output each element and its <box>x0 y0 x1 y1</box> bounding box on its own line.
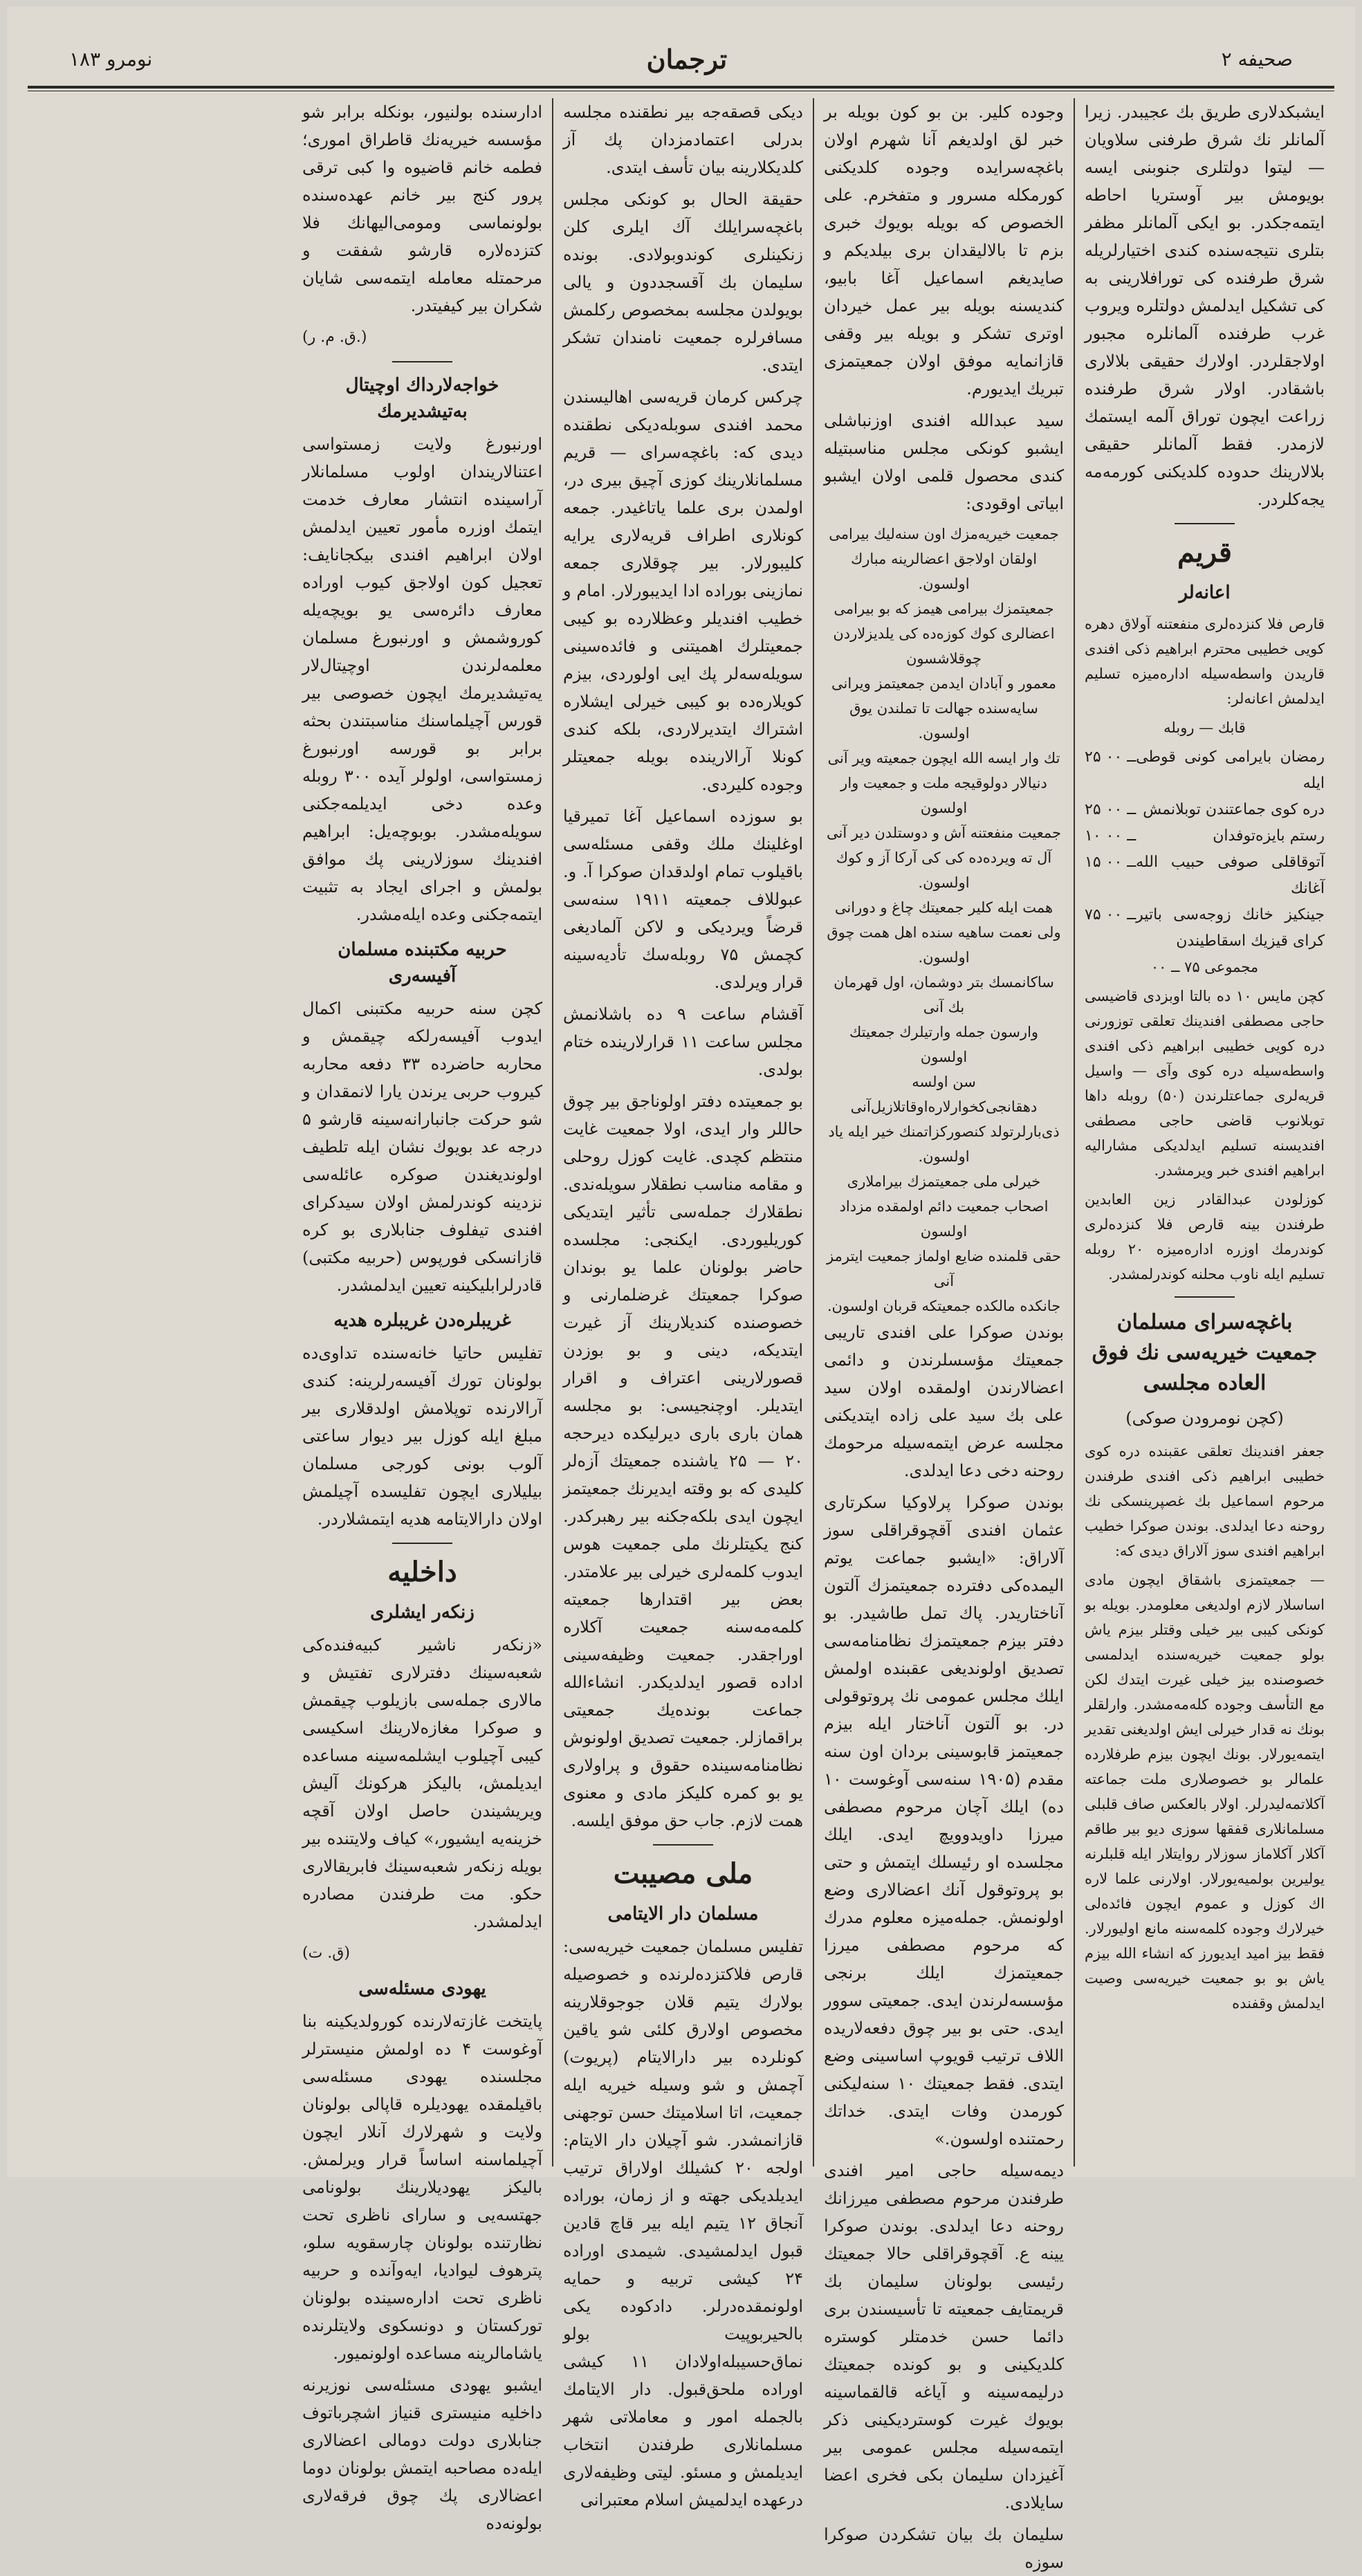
article-subheading: مسلمان دار الایتامی <box>607 1904 759 1924</box>
poem-line: اعضالری کوك کوزه‌ده کی یلدیزلاردن چوقلاشسون <box>833 625 1055 667</box>
donation-row <box>1085 823 1325 849</box>
donation-row <box>1085 744 1325 797</box>
page-number: صحیفه ۲ <box>1221 47 1293 71</box>
signature: (ق. م. ر.) <box>302 329 367 346</box>
newspaper-page <box>7 7 1355 2572</box>
poem-line: جانکده مالکده جمعیتکه قربان اولسون. <box>827 1298 1061 1314</box>
article-text: ایشبو یهودی مسئله‌سی نوزیرنه داخلیه منیستری قنیاز اشچرباتوف جنابلاری دولت دومالی اعضالاری ایله‌ده مصاحبه ایتمش بولونان دوما اعضالاری پك چوق فرقه‌لاری بولونه‌ده <box>302 2375 542 2533</box>
donation-amount: ۲۵ ــ ۰۰ <box>1085 801 1136 818</box>
separator <box>392 1543 452 1544</box>
donation-label: دره کوی جماعتندن توبلانمش <box>1143 801 1325 818</box>
article-text: حقیقة الحال بو کونکی مجلس باغچه‌سرایلك آك ایلری کلن زنکینلری کوندوبولادی. بونده سلیمان بك آقسجددون و یالی بویولدن مجلسه بمخصوص رکلمش مسافرلره جمعیت نامندان تشکر ایتدی. <box>563 190 803 375</box>
article-note: (کچن نومرودن صوکی) <box>1125 1408 1284 1428</box>
poem-line: جمعیت خیریه‌مزك اون سنه‌لیك بیرامی <box>829 526 1059 542</box>
article-heading: یهودی مسئله‌سی <box>358 1978 486 1999</box>
poem-line: ذی‌بارلرتولد کنصورکزاتمنك خیر ایله یاد اولسون. <box>828 1123 1060 1165</box>
article-text: — جمعیتمزی باشقاق ایچون مادی اساسلار لازم اولدیغی معلومدر. بویله بو کونکی کیبی بیر خیلی وقتلر بیزم یاش بولو جمعیت خیریه‌سنده ایدلمسی خصوصنده بیز خیلی غیرت ایتدك لکن مع التأسف وجوده کله‌مه‌مشدر. وارلقلر بونك نه قدار خیرلی ایش اولدیغنی تقدیر ایتمه‌یورلار. بونك ایچون بیزم طرفلارده علمالر بو خصوصلاری ملت جماعته آکلاتمه‌لیدرلر. اولار بالعکس صاف قلبلی مسلمانلاری قفقها سوزی دیو بیر طاقم آکلار آکلاماز سوزلار روایتلار ایله قلبلرنه یولیرین بولمیه‌یورلار. اولارنی علما لاره اك کوزل و عموم ایچون فائده‌لی خیرلارك وجوده کلمه‌سنه مانع اولیورلار. فقط بیز امید ایدیورز که انشاء الله بیزم یاش بو بو جمعیت خیریه‌سی وصیت ایدلمش وقفنده <box>1085 1572 1325 2012</box>
signature: (ق. ت) <box>302 1944 350 1962</box>
article-text: اورنبورغ ولایت زمستواسی اعتنالاریندان اولوب مسلمانلار آراسینده انتشار معارف خدمت ایتمك اوزره مأمور تعیین ایدلمش اولان ابراهیم افندی بیکجانایف: تعجیل کون اولاجق کیوب اوراده معارف دائره‌سی یو بویچه‌یله کوروشمش و اورنبورغ مسلمان معلمه‌لرندن اوچیتال‌لار یه‌تیشدیرمك ایچون خصوصی بیر قورس آچیلماسنك مناسبتندن بحثه برابر بو قورسه اورنبورغ زمستواسی، اولولر آیده ۳۰۰ روبله وعده دخی ایدیلمه‌جکنی سویله‌مشدر. بوبوچه‌یل: ابراهیم افندینك سوزلارینی پك موافق بولمش و اجرای ایجاد به تثبیت ایتمه‌جکنی وعده ایله‌مشدر. <box>302 434 542 924</box>
donation-amount: ۲۵ ــ ۰۰ <box>1085 748 1136 766</box>
donation-amount: ۱۰ ــ ۰۰ <box>1085 827 1136 845</box>
donation-amount: ۷۵ ــ ۰۰ <box>1085 906 1136 923</box>
list-title: قابك — روبله <box>1163 719 1246 736</box>
article-text: آقشام ساعت ۹ ده باشلانمش مجلس ساعت ۱۱ قرارلارینده ختام بولدی. <box>563 1004 803 1079</box>
poem-line: سایه‌سنده جهالت تا تملندن یوق اولسون. <box>849 700 1038 742</box>
section-heading-crimea: قریم <box>1177 536 1232 569</box>
column-1 <box>1075 98 1334 2166</box>
donation-label: جینکیز خانك زوجه‌سی باتیر کرای قیزیك اسقاطیندن <box>1136 906 1325 950</box>
article-text: تفلیس حاتیا خانه‌سنده تداوی‌ده بولونان تورك آفیسه‌رلرینه: کندی آرالارنده توپلامش اولدقلاری بیر مبلغ ایله کوزل بیر دیوار ساعتی آلوب بونی کورجی مسلمان بیلیلاری ایچون تفلیسده آچیلمش اولان دارالایتامه هدیه ایتمشلاردر. <box>302 1343 542 1529</box>
article-text: سید عبدالله افندی اوزنباشلی ایشبو کونکی مجلس مناسبتیله کندی محصول قلمی اولان ایشبو ابیاتی اوقودی: <box>824 411 1064 513</box>
poem <box>824 522 1064 1318</box>
column-4 <box>293 98 552 2533</box>
poem-line: وارسون جمله وارتیلرك جمعیتك اولسون <box>849 1024 1039 1065</box>
column-3 <box>553 98 813 2510</box>
section-heading-domestic: داخلیه <box>387 1556 457 1588</box>
issue-number: نومرو ۱۸۳ <box>69 47 153 71</box>
donation-amount: ۱۵ ــ ۰۰ <box>1085 854 1136 871</box>
poem-line: معمور و آبادان ایدمن جمعیتمز ویرانی <box>831 675 1057 692</box>
donation-row <box>1085 849 1325 902</box>
article-text: «زنکه‌ر ناشیر کبیه‌فنده‌کی شعبه‌سینك دفترلاری تفتیش و مالاری جمله‌سی بازیلوب چیقمش و صوکرا مغازه‌لارینك اسکیسی کیبی آچیلوب ایشلمه‌سینه مساعده ایدیلمش، بالیکز هرکونك آلیش ویریشیندن حاصل اولان آقچه خزینه‌یه ایشیور،» کیاف ولایتنده بیر بویله زنکه‌ر شعبه‌سینك فابریقالاری حکو. مت طرفندن مصادره ایدلمشدر. <box>302 1635 542 1931</box>
masthead-rule <box>28 86 1334 89</box>
poem-line: اولقان اولاجق اعضالرینه مبارك اولسون. <box>850 551 1038 592</box>
article-text: بو سوزده اسماعیل آغا تمیرقیا اوغلینك ملك وقفی مسئله‌سی باقیلوب تمام اولدقدان صوکرا آ. و. عبوللاف جمعیته ۱۹۱۱ سنه‌سی قرضاً ویردیکی و لاکن آلمادیغی کچمش ۷۵ روبله‌سك تأدیه‌سینه قرار ویرلدی. <box>563 807 804 992</box>
poem-line: خیرلی ملی جمعیتمزك بیراملاری <box>847 1173 1041 1190</box>
donation-row <box>1085 797 1325 823</box>
article-text: بو جمعیتده دفتر اولوناجق بیر چوق حاللر وار ایدی، اولا جمعیت غایت منتظم کچدی. غایت کوزل روحلی و مقامه مناسب نطقلار سویله‌ندی. نطقلارك جمله‌سی تأثیر ایتدیکی کوریلیوردی. ایکنجی: مجلسده حاضر بولونان علما یو بوندان صوکرا جمعیتك غرضلمارنی و خصوصنده کندیلارینك آز غیرت ایتدیکه، دینی و بو بوزدن قصورلارینی اعتراف و اقرار ایتدیلر. اوچنجیسی: بو مجلسه همان باری باری دیرلیکده دیرحجه ۲۰ — ۲۵ یاشنده جمعیتك آزه‌لر کلیدی که بو وقته ایدیرنك جمعیتمز ایچون ایدی بلکه‌جکنه بیر رهبرکدر. کنج یکیتلرنك ملی جمعیت هوس ایدوب کلمه‌لری خیرلی بیر علامتدر. بعض بیر اقتدارها جمعیته کلمه‌مه‌سنه جمعیت آکلاره اوراجقدر. جمعیت وظیفه‌سینی اداده قصور ایدلدیکدر. انشاءالله جماعت بونده‌یك جمعیتی براقمازلر. جمعیت تصدیق اولونوش نظامنامه‌سینده حقوق و پراولاری یو بو کمره کلیکز مادی و معنوی همت لازم. جاب حق موفق ایلسه. <box>563 1092 803 1830</box>
masthead <box>28 35 1334 83</box>
article-text: کچن مایس ۱۰ ده بالتا اوبزدی قاضیسی حاجی مصطفی افندینك تعلقی توزورنی دره کویی خطیبی ابراهیم ذکی افندی واسطه‌سیله دره کوی وآی — واسیل قریه‌لری جماعتلرندن (۵۰) روبله داها توبلانوب قاضی حاجی مصطفی افندیسنه تسلیم ایدلدیکی مشارالیه ابراهیم افندی خبر ویرمشدر. <box>1085 988 1325 1179</box>
article-heading: باغچه‌سرای مسلمان جمعیت خیریه‌سی نك فوق العاده مجلسی <box>1092 1310 1318 1395</box>
article-text: کوزلودن عبدالقادر زین العابدین طرفندن بینه قارص فلا کنزده‌لری کوندرمك اوزره اداره‌میزه ۲۰ روبله تسلیم ایله ناوب محلنه کوندرلمشدر. <box>1085 1191 1325 1282</box>
separator <box>392 361 452 362</box>
article-text: پایتخت غازته‌لارنده کورولدیکینه بنا آوغوست ۴ ده اولمش منیسترلر مجلسنده یهودی مسئله‌سی باقیلمقده یهودیلره قاپالی بولونان ولایت و شهرلارك آنلار ایچون آچیلماسنه اساساً قرار ویرلمش. بالیکز یهودیلارینك بولونامی جهتسه‌یی و سارای ناظری تحت نظارتنده بولونان چارسقویه سلو، پترهوف لیوادیا، ایه‌وآنده و حربیه ناظری تحت اداره‌سینده بولونان تورکستان و دونسکوی ولایتلرنده یاشامالرینه مساعده اولونمیور. <box>302 2012 542 2363</box>
separator <box>1175 1296 1235 1298</box>
article-text: جعفر افندینك تعلقی عقبنده دره کوی خطیبی ابراهیم ذکی افندی طرفندن مرحوم اسماعیل بك غصپرینسکی نك روحنه دعا ایدلدی. بوندن صوکرا خطیب ابراهیم افندی سوز آلاراق دیدی که: <box>1085 1443 1325 1559</box>
newspaper-title: ترجمان <box>646 43 728 75</box>
poem-line: همت ایله کلیر جمعیتك چاغ و دورانی <box>834 899 1053 916</box>
article-text: کچن سنه حربیه مکتبنی اکمال ایدوب آفیسه‌رلکه چیقمش و محاربه حاضرده ۳۳ دفعه محاربه کیروب حربی یرندن یارا لانمقدان و شو حرکت جانبارانه‌سینه قارشو ۵ درجه عد بویوك نشان ایله تلطیف اولوندیغندن صوکره عائله‌سی نزدینه کوندرلمش اولان سیدکرای افندی تیفلوف جنابلاری بو کره قازانسکی فورپوس (حربیه مکتبی) قادرلرابلیکینه تعیین ایدلمشدر. <box>302 999 542 1295</box>
article-heading: حربیه مکتبنده مسلمان آفیسه‌ری <box>338 939 507 986</box>
poem-line: اصحاب جمعیت دائم اولمقده مزداد اولسون <box>839 1198 1049 1240</box>
poem-line: آل ته ویرده‌ده کی کی آرکا آز و کوك اولسون. <box>836 849 1052 891</box>
poem-line: جمعیتمزك بیرامی هیمز که بو بیرامی <box>834 600 1054 617</box>
article-text: سلیمان بك بیان تشکردن صوکرا سوزه <box>824 2525 1064 2572</box>
article-text: ادارسنده بولنیور، بونکله برابر شو مؤسسه خیریه‌نك قاطراق اموری؛ فطمه خانم قاضیوه وا کبی ترقی پرور کنج بیر خانم عهده‌سنده بولونماسی ومومی‌الیهانك فلا کتزده‌لاره قارشو شفقت و مرحمتله معامله ایتمه‌سی شایان شکران بیر کیفیتدر. <box>302 102 542 315</box>
article-heading: غریبلره‌دن غریبلره هدیه <box>333 1310 511 1331</box>
article-text: دیمه‌سیله حاجی امیر افندی طرفندن مرحوم مصطفی میرزانك روحنه دعا ایدلدی. بوندن صوکرا یینه ع. آقچوقراقلی حالا جمعیتك رئیسی بولونان سلیمان بك قریمتایف جمعیته تا تأسیسندن بری دائما حسن خدمتلر کوستره کلدیکینی و بو کونده جمعیتك درلیمه‌سینه و آیاغه قالقماسینه بویوك غیرت کوستردیکینی ذکر ایتمه‌سیله مجلس عمومی بیر آغیزدان سلیمان بکی فخری اعضا سایلادی. <box>824 2161 1064 2512</box>
article-heading: زنکه‌ر ایشلری <box>370 1602 475 1623</box>
article-heading: خواجه‌لارداك اوچیتال به‌تیشدیرمك <box>345 375 499 422</box>
poem-line: جمعیت منفعتنه آش و دوستلدن دیر آنی <box>827 825 1061 841</box>
column-2 <box>814 98 1074 2572</box>
article-text: چرکس کرمان قریه‌سی اهالیسندن محمد افندی سوبله‌دیکی نطقنده دیدی که: باغچه‌سرای — قریم مسلمانلارینك کوزی آچیق بیری در، اولمدن بری علما یاتاغیدر. جمعه کونلاری اطراف قریه‌لاری یرایه کلیبورلار. بیر چوقلاری جمعه نمازینی بوراده ادا ایدیبورلار. امام و خطیب افندیلر وعظلارده بو کیبی جمعیتلرك اهمیتنی و فائده‌سینی سویله‌سه‌لر پك ایی اولوردی، بیزم کویلار‌ه‌ده بو کیبی خیرلی ایشلاره اشتراك ایتدیرلاردی، بلکه کندی کونلا آرالارینده بویله جمعیتلر وجوده کلیردی. <box>563 387 803 794</box>
article-text: وجوده کلیر. بن بو کون بویله بر خبر لق اولدیغم آنا شهرم اولان باغچه‌سرایده وجوده کلدیکنی کورمکله مسرور و متفخرم. علی الخصوص که بویله بویوك خبری بزم تا بالالیقدان بری بیلدیکم و صایدیغم اسماعیل آغا بابیو، کندیسنه بویله بیر عمل خیردان اوتری تشکر و بویله بیر وقفی قازانمایه موفق اولان جمعیتمزی تبریك ایدیورم. <box>824 102 1064 398</box>
poem-line: تك وار ایسه الله ایچون جمعیته ویر آنی <box>827 750 1060 766</box>
donation-label: رستم بایزه‌توفدان <box>1213 827 1325 845</box>
article-text: قارص فلا کنزده‌لری منفعتنه آولاق دهره کویی خطیبی محترم ابراهیم ذکی افندی قاریدن واسطه‌سیله اداره‌میزه تسلیم ایدلمش اعانه‌لر: <box>1085 616 1325 707</box>
donation-total: مجموعی ۷۵ ــ ۰۰ <box>1150 959 1259 975</box>
poem-line: ساکانمسك بتر دوشمان، اول قهرمان بك آنی <box>834 974 1054 1015</box>
article-heading: ملی مصیبت <box>613 1857 753 1890</box>
poem-line: دنیالار دولوقیجه ملت و جمعیت وار اولسون <box>840 775 1047 816</box>
separator <box>1175 523 1235 524</box>
article-text: بوندن صوکرا پرلاوکیا سکرتاری عثمان افندی آقچوقراقلی سوز آلاراق: «ایشبو جماعت یوتم الیمده‌کی دفترده جمعیتمزك آلتون آناختاریدر. پاك تمل طاشیدر. بو دفتر بیزم جمعیتمزك نظامنامه‌سی تصدیق اولوندیغی عقبنده اولمش ایلك مجلس عمومی نك پروتوقولی در. بو آلتون آناختار ایله بیزم جمعیتمز قابوسینی بردان اون سنه مقدم (۱۹۰۵ سنه‌سی آوغوست ۱۰ ده) ایلك آچان مرحوم مصطفی میرزا داویدوویچ ایدی. ایلك مجلسده او رئیسلك ایتمش و حتی بو پروتوقول آنك اعضالاری وضع اولونمش. جمله‌میزه معلوم مدرك که مرحوم مصطفی میرزا جمعیتمزك ایلك برنجی مؤسسه‌لرندن ایدی. جمعیتی سوور ایدی. حتی بو بیر چوق دفعه‌لاریده اللاف ترتیب قویوپ اساسینی وضع ایتدی. فقط جمعیتك ۱۰ سنه‌لیکنی کورمدن وفات ایتدی. خداتك رحمتنده اولسون.» <box>824 1493 1064 2149</box>
columns <box>28 98 1334 2572</box>
separator <box>653 1844 713 1846</box>
article-text: دیکی قصقه‌جه بیر نطقنده مجلسه بدرلی اعتمادمزدان پك آز کلدیکلارینه بیان تأسف ایتدی. <box>563 102 803 177</box>
article-text: بوندن صوکرا علی افندی تاریبی جمعیتك مؤسسلرندن و دائمی اعضالارندن اولمقده اولان سید علی بك سید علی زاده ایتدیکنی مجلسه عرض ایتمه‌سیله مرحومك روحنه دخی دعا ایدلدی. <box>824 1323 1064 1480</box>
donation-label: رمضان بایرامی کونی قوطی ایله <box>1136 748 1325 792</box>
section-subheading: اعانه‌لر <box>1179 582 1231 603</box>
poem-line: سن اولسه دهقانجی‌كخوارلاره‌اوقاتلازیل‌آنی <box>850 1074 1038 1115</box>
article-text: ایشبکدلاری طریق بك عجیبدر. زیرا آلمانلر نك شرق طرفنی سلاویان — لیتوا دولتلری جنوبنی ایسه بویومش بیر آوستریا احاطه ایتمه‌جکدر. بو ایکی آلمانلر مظفر بتلری نتیجه‌سنده کندی اختیارلریله شرق طرفنده کی تورافلارینی به کی تشکیل ایدلمش دولتلره ویروب غرب طرفنده آلمانلره مجبور اولاجقلردر. اولارك حقیقی بلالاری باشقادر. اولار شرق طرفنده زراعت ایچون توراق آلمه ایستمك لازمدر. فقط آلمانلر حقیقی بلالارینك حدوده کلدیکنی کورمه‌مه یجه‌کلردر. <box>1085 102 1325 509</box>
poem-line: حقی قلمنده ضایع اولماز جمعیت ایترمز آنی <box>827 1248 1061 1289</box>
donation-row <box>1085 902 1325 955</box>
poem-line: ولی نعمت ساهیه سنده اهل همت چوق اولسون. <box>827 924 1061 966</box>
donation-label: آتوقاقلی صوفی حبیب الله آغانك <box>1136 854 1325 897</box>
article-text: تفلیس مسلمان جمعیت خیریه‌سی: قارص فلاکتزده‌لرنده و خصوصیله بولارك یتیم قلان جوجوقلارینه مخصوص اولارق کلئی شو یاقین کونلرده بیر دارالایتام (پریوت) آچمش و شو وسیله خیریه ایله جمعیت، اتا اسلامیتك حسن توجهنی قازانمشدر. شو آچیلان دار الایتام: اولجه ۲۰ کشیلك اولاراق ترتیب ایدیلدیکی جهته و از زمان، بوراده آنجاق ۱۲ یتیم ایله بیر قاچ قادین قبول ایدلمشیدی. شیمدی اوراده ۲۴ کیشی تربیه و حمایه اولونمقده‌درلر. دادکوده یکی بالحیربوپیت بولو نماق‌حسیبله‌اولادان ۱۱ کیشی اوراده ملحق‌قبول. دار الایتامك بالجمله امور و معاملاتی شهر مسلمانلاری طرفندن انتخاب ایدیلمش و مسئو. لیتی وظیفه‌لاری درعهده ایدلمیش اسلام معتبرانی <box>563 1937 804 2510</box>
